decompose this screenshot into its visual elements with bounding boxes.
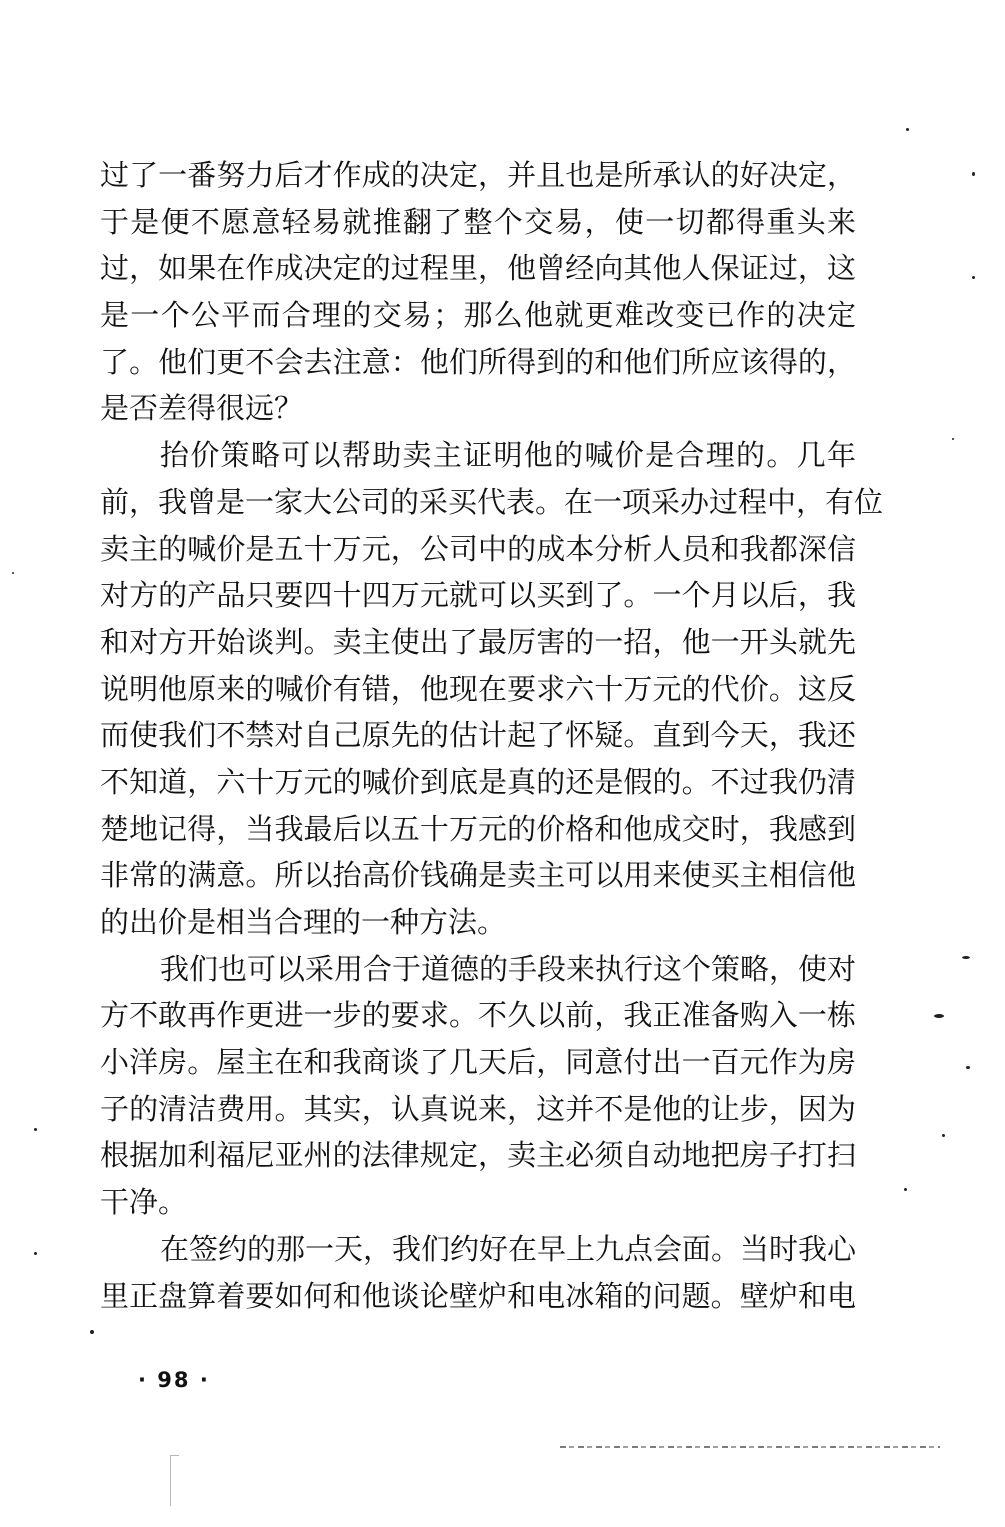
text-line: 干净。 [100, 1185, 188, 1220]
text-line: 根据加利福尼亚州的法律规定，卖主必须自动地把房子打扫 [100, 1138, 856, 1173]
text-line: 卖主的喊价是五十万元，公司中的成本分析人员和我都深信 [100, 531, 856, 566]
paragraph-4 [100, 1226, 856, 1319]
text-line: 过了一番努力后才作成的决定，并且也是所承认的好决定， [100, 158, 856, 192]
text-line: 在签约的那一天，我们约好在早上九点会面。当时我心 [160, 1231, 857, 1266]
text-line: 而使我们不禁对自己原先的估计起了怀疑。直到今天，我还 [100, 718, 856, 753]
page-number: · 98 · [138, 1368, 210, 1392]
body-text [100, 152, 884, 1319]
text-line: 过，如果在作成决定的过程里，他曾经向其他人保证过，这 [100, 251, 856, 286]
scan-speck [972, 276, 975, 279]
scan-speck [942, 1134, 945, 1137]
text-line: 楚地记得，当我最后以五十万元的价格和他成交时，我感到 [100, 811, 856, 846]
text-line: 的出价是相当合理的一种方法。 [100, 905, 507, 939]
text-line: 小洋房。屋主在和我商谈了几天后，同意付出一百元作为房 [100, 1045, 856, 1080]
scan-speck [952, 438, 954, 440]
text-line: 前，我曾是一家大公司的采买代表。在一项采办过程中，有位 [100, 484, 884, 519]
text-line: 我们也可以采用合于道德的手段来执行这个策略，使对 [160, 951, 857, 986]
text-line: 抬价策略可以帮助卖主证明他的喊价是合理的。几年 [160, 438, 856, 473]
scan-speck [34, 1252, 37, 1255]
scan-speck [904, 1188, 907, 1191]
scan-edge-mark [170, 1455, 179, 1506]
scan-speck [906, 128, 909, 131]
text-line: 方不敢再作更进一步的要求。不久以前，我正准备购入一栋 [100, 998, 856, 1033]
text-line: 是一个公平而合理的交易；那么他就更难改变已作的决定 [100, 298, 856, 333]
text-line: 了。他们更不会去注意：他们所得到的和他们所应该得的， [100, 344, 856, 379]
text-line: 不知道，六十万元的喊价到底是真的还是假的。不过我仍清 [100, 764, 856, 799]
text-line: 于是便不愿意轻易就推翻了整个交易，使一切都得重头来 [100, 204, 856, 239]
text-line: 非常的满意。所以抬高价钱确是卖主可以用来使买主相信他 [100, 858, 856, 893]
text-line: 里正盘算着要如何和他谈论壁炉和电冰箱的问题。壁炉和电 [100, 1278, 856, 1313]
scan-edge-line [560, 1446, 940, 1448]
text-line: 子的清洁费用。其实，认真说来，这并不是他的让步，因为 [100, 1091, 856, 1126]
paragraph-2 [100, 432, 884, 946]
scan-speck [12, 572, 14, 574]
scan-speck [90, 1330, 94, 1334]
scan-speck [34, 1128, 37, 1131]
text-line: 对方的产品只要四十四万元就可以买到了。一个月以后，我 [100, 578, 856, 613]
scan-speck [934, 1014, 944, 1018]
text-line: 说明他原来的喊价有错，他现在要求六十万元的代价。这反 [100, 671, 856, 706]
paragraph-1 [100, 152, 856, 432]
scan-speck [966, 1066, 970, 1069]
text-line: 和对方开始谈判。卖主使出了最厉害的一招，他一开头就先 [100, 624, 856, 659]
scan-speck [962, 956, 970, 959]
scan-speck [972, 172, 975, 176]
paragraph-3 [100, 946, 856, 1226]
text-line: 是否差得很远？ [100, 391, 304, 426]
